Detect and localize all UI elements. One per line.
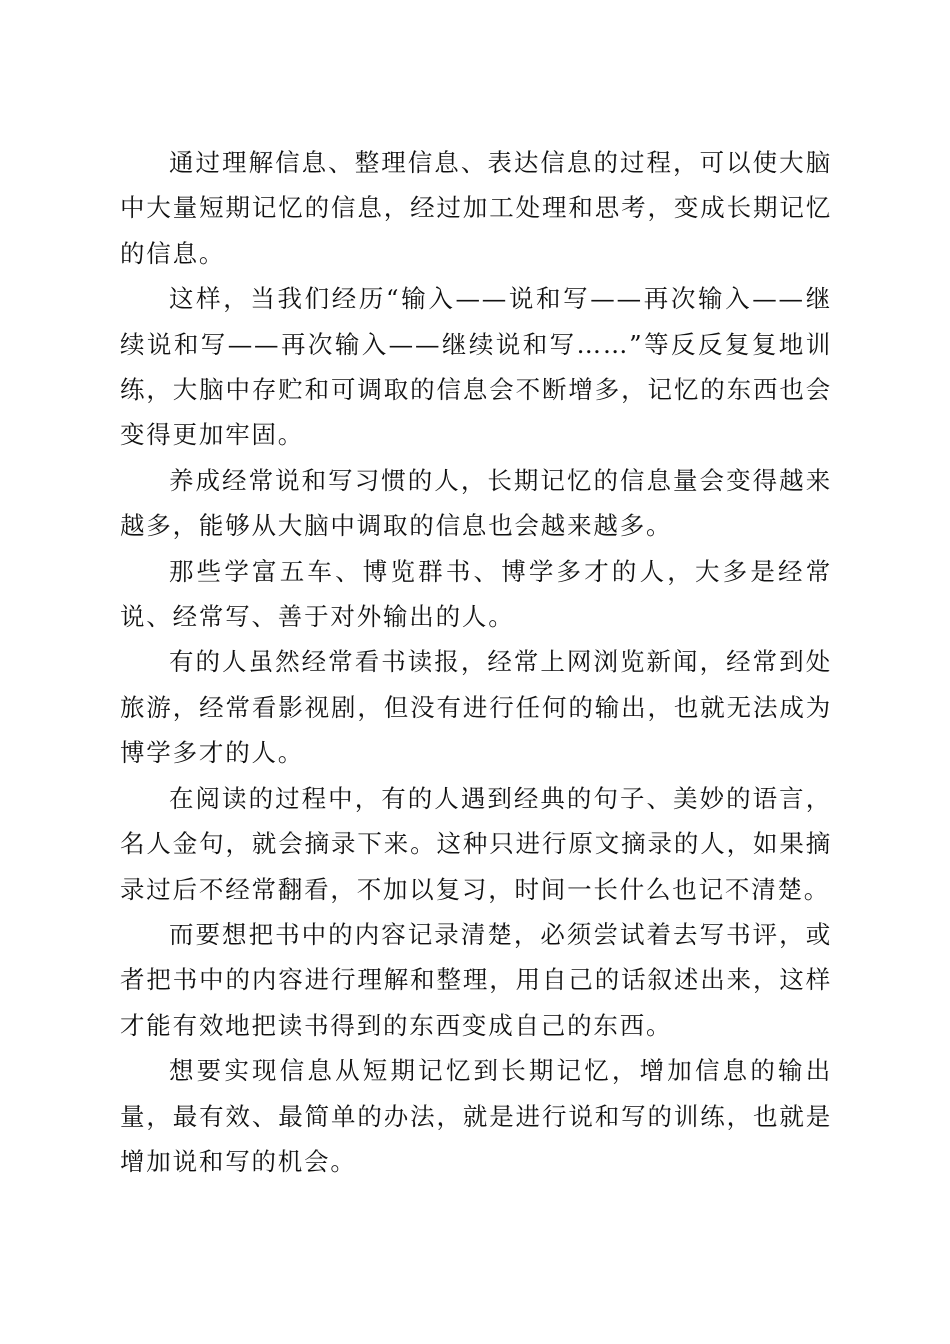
paragraph-6: 在阅读的过程中，有的人遇到经典的句子、美妙的语言，名人金句，就会摘录下来。这种只进行原文摘录的人，如果摘录过后不经常翻看，不加以复习，时间一长什么也记不清楚。 (120, 783, 832, 904)
body-text (120, 140, 832, 1184)
paragraph-4: 那些学富五车、博览群书、博学多才的人，大多是经常说、经常写、善于对外输出的人。 (120, 556, 832, 632)
paragraph-3: 养成经常说和写习惯的人，长期记忆的信息量会变得越来越多，能够从大脑中调取的信息也会越来越多。 (120, 465, 832, 541)
paragraph-2: 这样，当我们经历“输入——说和写——再次输入——继续说和写——再次输入——继续说和写……”等反反复复地训练，大脑中存贮和可调取的信息会不断增多，记忆的东西也会变得更加牢固。 (120, 284, 832, 450)
paragraph-5: 有的人虽然经常看书读报，经常上网浏览新闻，经常到处旅游，经常看影视剧，但没有进行任何的输出，也就无法成为博学多才的人。 (120, 647, 832, 768)
paragraph-1: 通过理解信息、整理信息、表达信息的过程，可以使大脑中大量短期记忆的信息，经过加工处理和思考，变成长期记忆的信息。 (120, 148, 832, 268)
paragraph-8: 想要实现信息从短期记忆到长期记忆，增加信息的输出量，最有效、最简单的办法，就是进行说和写的训练，也就是增加说和写的机会。 (120, 1056, 832, 1176)
paragraph-7: 而要想把书中的内容记录清楚，必须尝试着去写书评，或者把书中的内容进行理解和整理，用自己的话叙述出来，这样才能有效地把读书得到的东西变成自己的东西。 (120, 919, 832, 1040)
